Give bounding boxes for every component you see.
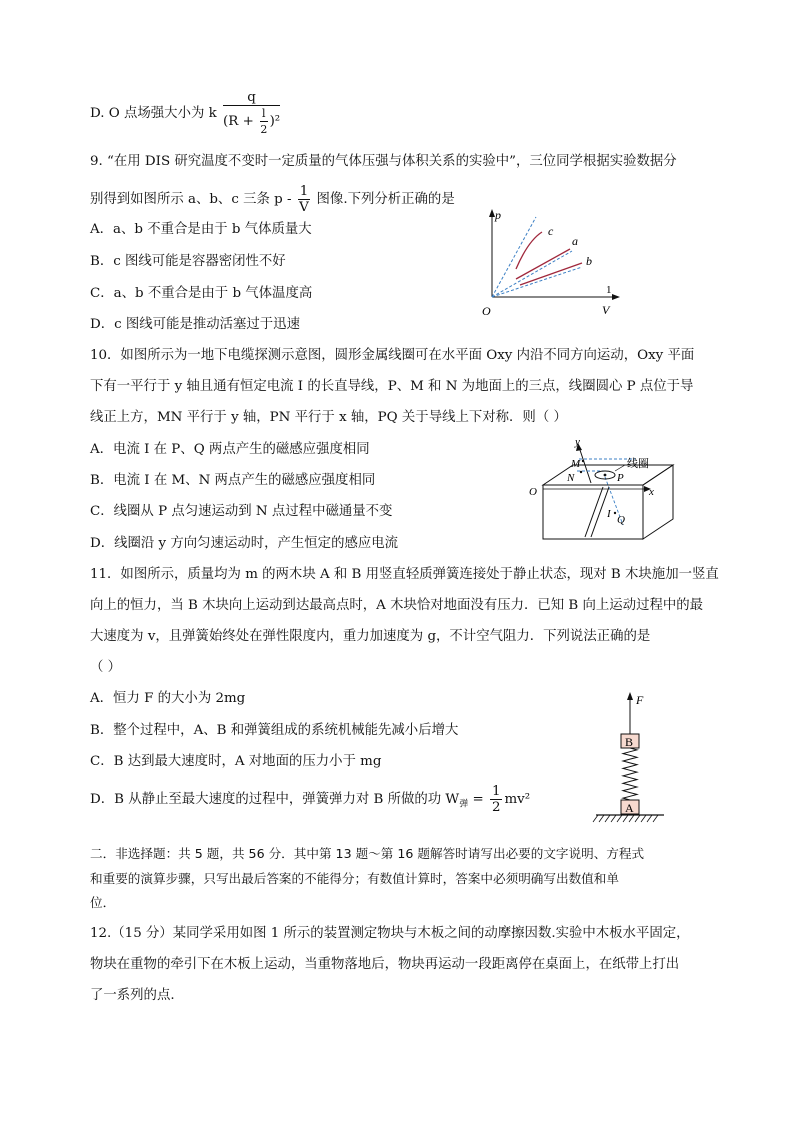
q10-box-side	[643, 465, 673, 539]
hatch-line	[599, 815, 604, 822]
q11-half-fraction	[490, 784, 503, 815]
hatch-line	[623, 815, 628, 822]
hatch-line	[647, 815, 652, 822]
q10-box-top	[543, 465, 673, 485]
q12-stem-line1: 12.（15 分）某同学采用如图 1 所示的装置测定物块与木板之间的动摩擦因数.实验中木板水平固定，	[90, 926, 690, 941]
q11-stem-line1: 11．如图所示，质量均为 m 的两木块 A 和 B 用竖直轻质弹簧连接处于静止状态，现对 B 木块施加一竖直	[90, 567, 719, 582]
q11-option-c: C．B 达到最大速度时，A 对地面的压力小于 mg	[90, 754, 382, 769]
q10-label-q: Q	[617, 514, 625, 526]
section2-line3: 位．	[90, 895, 116, 910]
q8-option-d-text: O 点场强大小为 k	[108, 106, 217, 121]
q10-coil-leader	[615, 465, 625, 471]
q10-option-c: C．线圈从 P 点匀速运动到 N 点过程中磁通量不变	[90, 504, 393, 519]
q8-inner-num: l	[262, 107, 266, 120]
q8-den-b: )²	[269, 114, 281, 129]
q11-label-f: F	[636, 693, 644, 707]
q8-den-inner-fraction	[260, 106, 268, 137]
hatch-line	[635, 815, 640, 822]
q8-inner-den: 2	[260, 123, 268, 136]
q11-option-b: B．整个过程中，A、B 和弹簧组成的系统机械能先减小后增大	[90, 723, 459, 738]
q9-option-b: B．c 图线可能是容器密闭性不好	[90, 254, 286, 269]
q9-label-c: c	[548, 224, 554, 238]
hatch-line	[653, 815, 658, 822]
q10-label-o: O	[529, 486, 537, 498]
q10-label-m: M	[571, 458, 581, 470]
q11-spring	[623, 748, 637, 800]
q9-label-origin: O	[482, 304, 491, 318]
q9-frac-den: V	[299, 200, 309, 215]
q11-option-d-sub: 弹	[459, 799, 469, 810]
q10-point-n	[580, 471, 582, 473]
q10-label-p: P	[617, 472, 624, 484]
q10-point-q	[614, 512, 616, 514]
q11-spring-diagram	[590, 690, 670, 825]
q11-ground-hatch	[593, 815, 658, 822]
q9-line-b	[520, 263, 582, 285]
q9-label-x-num: 1	[606, 284, 612, 296]
q9-label-b: b	[586, 254, 592, 268]
q10-stem-line3: 线正上方，MN 平行于 y 轴，PN 平行于 x 轴，PQ 关于导线上下对称．则（ ）	[90, 410, 567, 425]
section2-line1: 二．非选择题：共 5 题，共 56 分．其中第 13 题～第 16 题解答时请写出必要的文字说明、方程式	[90, 846, 645, 861]
q8-fraction-den	[223, 106, 280, 137]
hatch-line	[605, 815, 610, 822]
q9-option-c: C．a、b 不重合是由于 b 气体温度高	[90, 286, 313, 301]
section2-line2: 和重要的演算步骤，只写出最后答案的不能得分；有数值计算时，答案中必须明确写出数值和单	[90, 871, 619, 886]
q8-option-d-label: D.	[90, 106, 109, 121]
q11-frac-num: 1	[491, 784, 501, 799]
q10-point-m	[582, 460, 584, 462]
q8-den-a: (R +	[223, 114, 259, 129]
q11-answer-bracket: （ ）	[90, 660, 122, 675]
q12-stem-line2: 物块在重物的牵引下在木板上运动，当重物落地后，物块再运动一段距离停在桌面上，在纸带上打出	[90, 957, 680, 972]
q11-option-a: A．恒力 F 的大小为 2mg	[90, 691, 246, 706]
q10-point-p	[604, 474, 607, 477]
q11-option-d	[90, 784, 530, 815]
q9-label-p: p	[495, 208, 501, 222]
q11-label-a: A	[625, 801, 634, 815]
q11-label-b: B	[625, 735, 634, 749]
q11-option-d-text: D．B 从静止至最大速度的过程中，弹簧弹力对 B 所做的功 W	[90, 792, 460, 807]
q11-frac-den: 2	[491, 800, 501, 815]
q10-stem-line1: 10．如图所示为一地下电缆探测示意图，圆形金属线圈可在水平面 Oxy 内沿不同方向运动，Oxy 平面	[90, 348, 695, 363]
q9-inverse-v-fraction	[298, 184, 311, 215]
q9-curve-c	[516, 232, 542, 269]
q11-option-d-tail: mv²	[504, 792, 531, 807]
hatch-line	[593, 815, 598, 822]
hatch-line	[611, 815, 616, 822]
q10-label-y: y	[575, 437, 580, 448]
q9-label-a: a	[572, 234, 578, 248]
hatch-line	[641, 815, 646, 822]
q9-stem-line2	[90, 184, 455, 215]
q8-fraction-num: q	[223, 90, 280, 106]
q9-pv-graph	[478, 207, 628, 322]
q10-cable-diagram	[525, 437, 675, 547]
q9-stem-b: 图像.下列分析正确的是	[316, 192, 455, 207]
q11-stem-line3: 大速度为 v，且弹簧始终处在弹性限度内，重力加速度为 g，不计空气阻力．下列说法正确的是	[90, 629, 651, 644]
q8-option-d	[90, 90, 282, 137]
q11-stem-line2: 向上的恒力，当 B 木块向上运动到达最高点时，A 木块恰对地面没有压力．已知 B 向上运动过程中的最	[90, 598, 704, 613]
q11-option-d-eq: =	[468, 792, 488, 807]
q9-c-tangent	[492, 217, 536, 297]
q10-label-x: x	[649, 486, 654, 498]
q10-option-a: A．电流 I 在 P、Q 两点产生的磁感应强度相同	[90, 442, 370, 457]
q8-field-fraction	[223, 90, 280, 137]
q10-label-coil: 线圈	[627, 458, 649, 470]
q10-option-b: B．电流 I 在 M、N 两点产生的磁感应强度相同	[90, 473, 376, 488]
q10-label-n: N	[567, 472, 575, 484]
q10-option-d: D．线圈沿 y 方向匀速运动时，产生恒定的感应电流	[90, 536, 399, 551]
q10-label-i: I	[607, 508, 611, 520]
q9-option-a: A．a、b 不重合是由于 b 气体质量大	[90, 222, 312, 237]
q9-stem-a: 别得到如图所示 a、b、c 三条 p -	[90, 192, 292, 207]
q9-label-x-den: V	[602, 303, 610, 317]
q9-frac-num: 1	[299, 184, 309, 199]
hatch-line	[629, 815, 634, 822]
hatch-line	[617, 815, 622, 822]
q10-stem-line2: 下有一平行于 y 轴且通有恒定电流 I 的长直导线，P、M 和 N 为地面上的三点，线圈圆心 P 点位于导	[90, 379, 694, 394]
q9-option-d: D．c 图线可能是推动活塞过于迅速	[90, 317, 300, 332]
q12-stem-line3: 了一系列的点.	[90, 988, 175, 1003]
q9-stem-line1: 9. “在用 DIS 研究温度不变时一定质量的气体压强与体积关系的实验中”，三位同学根据实验数据分	[90, 154, 677, 169]
q11-force-arrow	[627, 692, 633, 700]
